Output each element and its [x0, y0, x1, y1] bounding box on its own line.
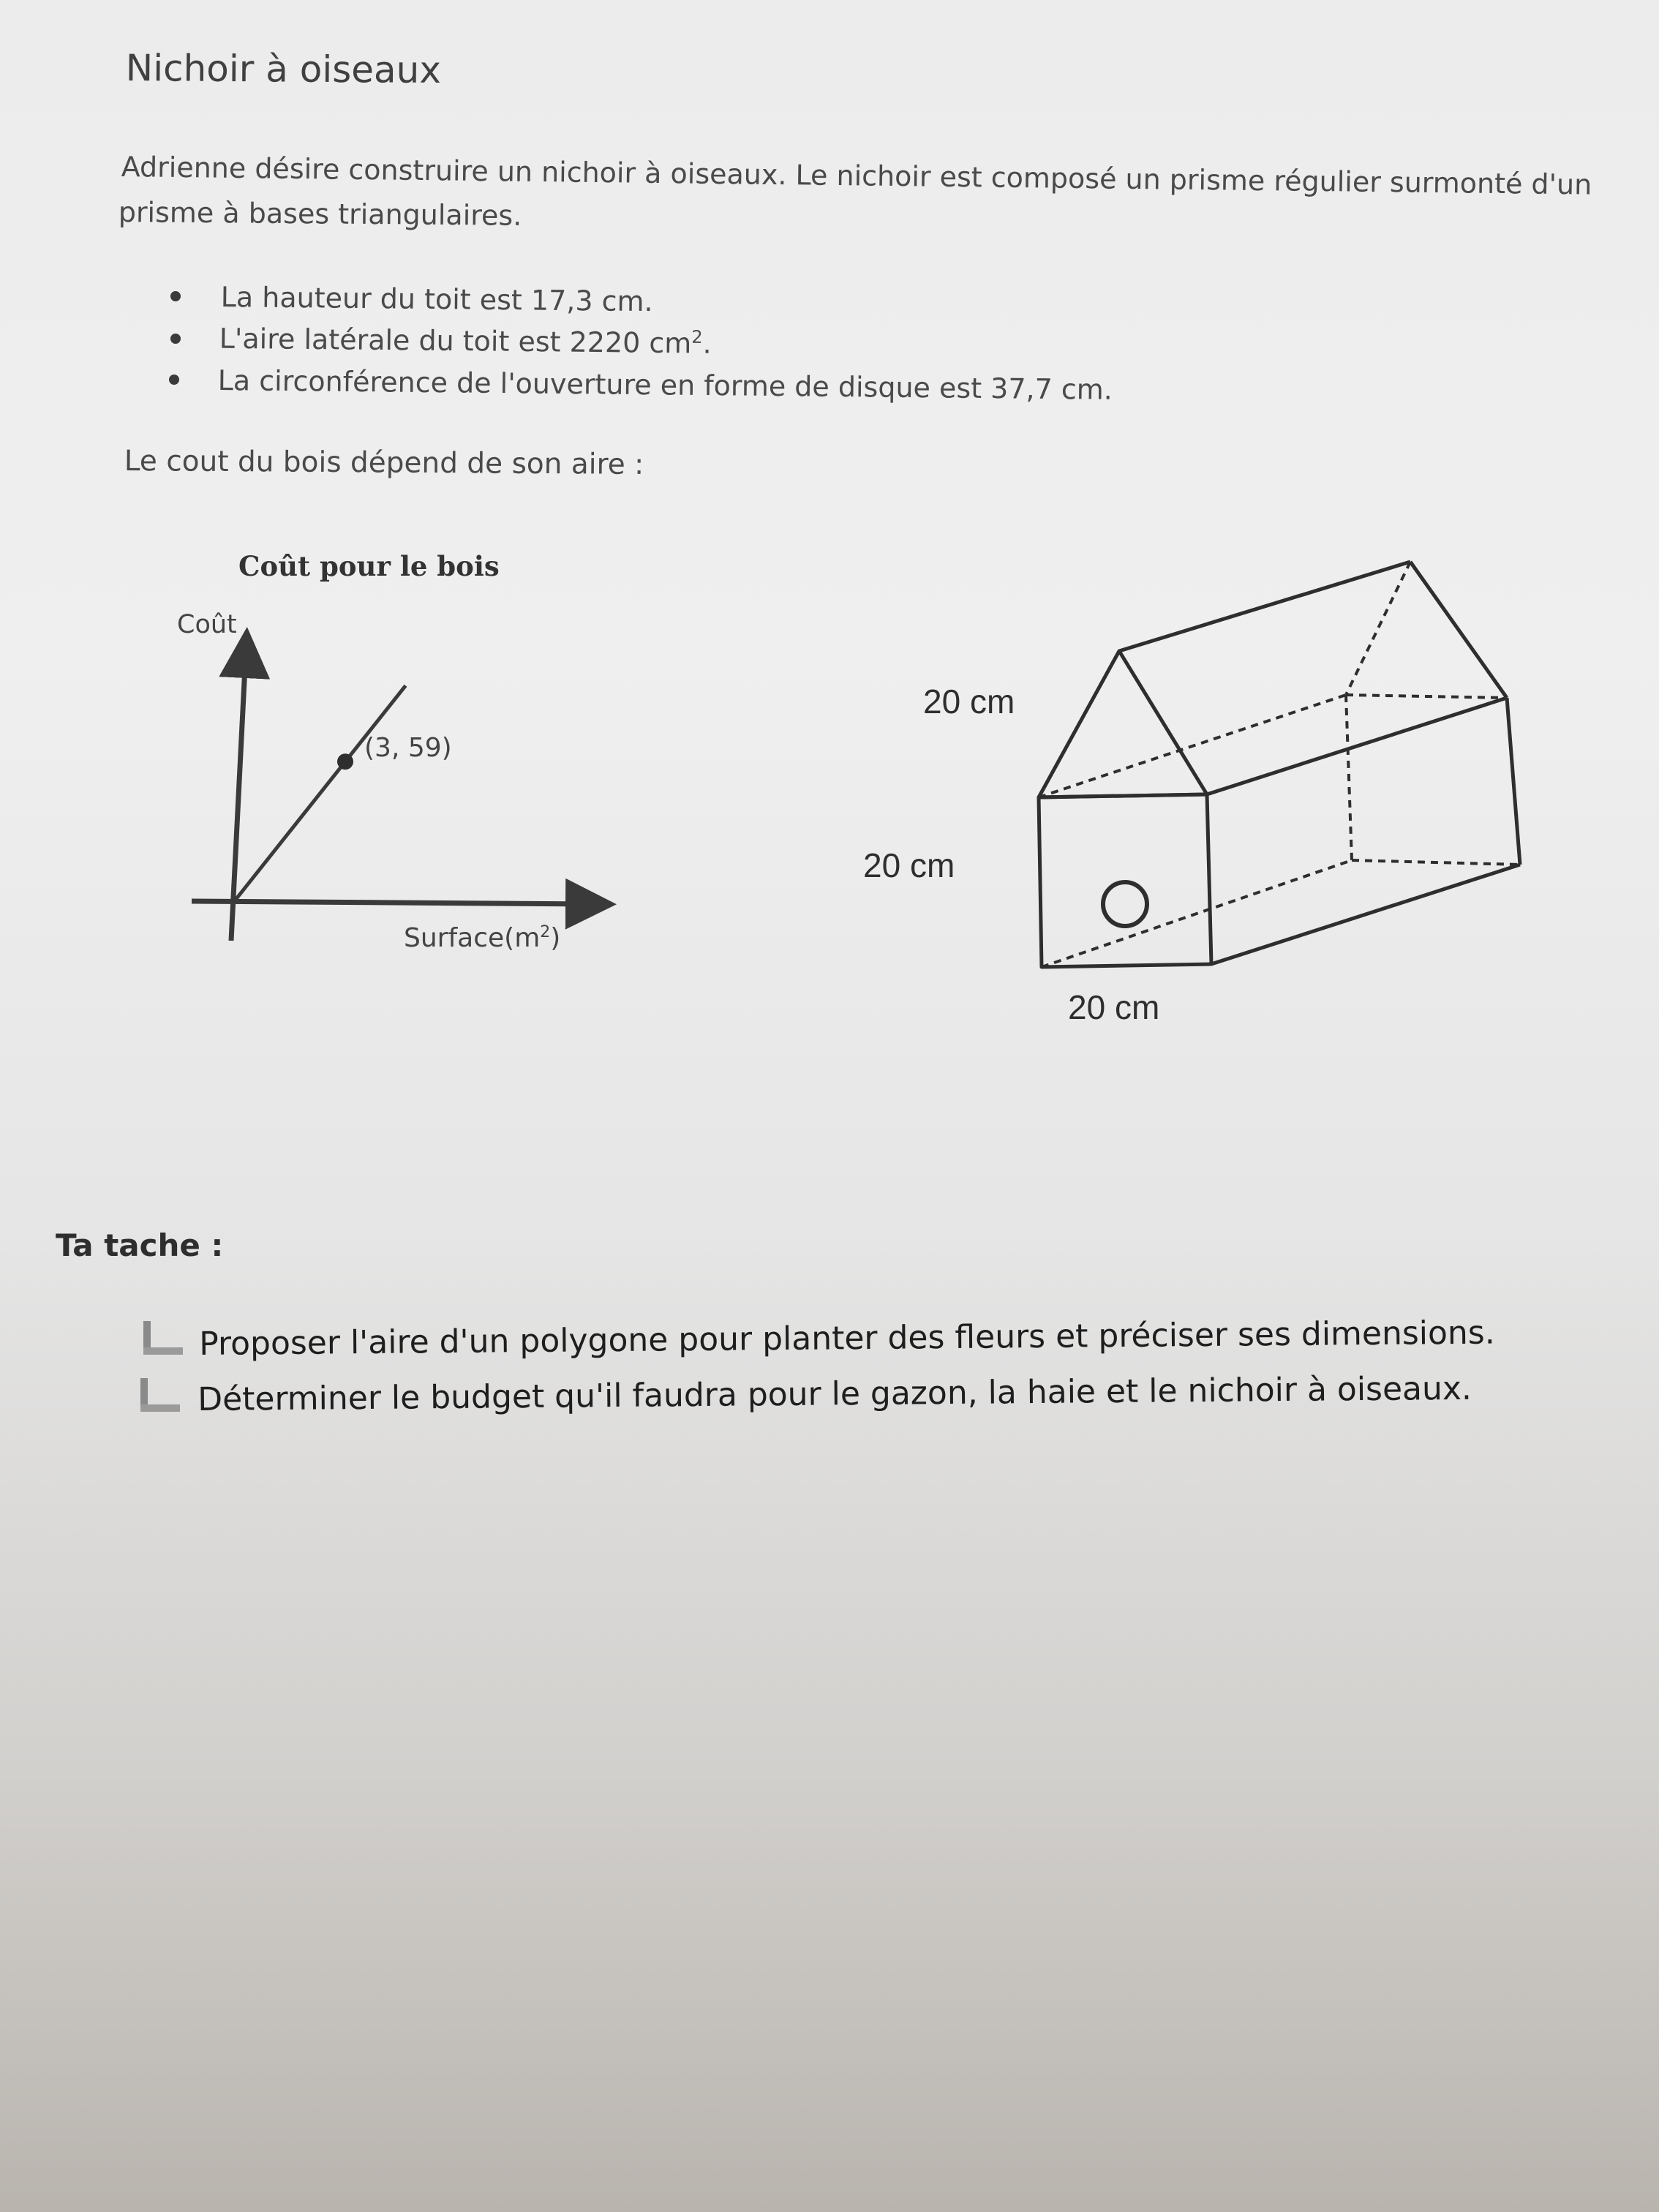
dimension-width: 20 cm — [1068, 988, 1160, 1026]
back-gable-right — [1410, 562, 1507, 698]
chart-x-axis-label-exponent: 2 — [540, 923, 551, 941]
intro-line-2: prisme à bases triangulaires. — [118, 196, 522, 232]
hidden-back-bottom — [1352, 860, 1520, 865]
chart-cost-line — [236, 685, 406, 900]
cost-chart — [0, 0, 658, 1024]
chart-x-axis-label-end: ) — [550, 923, 561, 953]
hidden-back-top — [1346, 695, 1507, 698]
task-item-2: Déterminer le budget qu'il faudra pour le gazon, la haie et le nichoir à oiseaux. — [198, 1369, 1472, 1418]
chart-point-label: (3, 59) — [364, 733, 452, 763]
task-heading: Ta tache : — [56, 1227, 224, 1263]
chart-title: Coût pour le bois — [238, 550, 500, 582]
intro-line-1: Adrienne désire construire un nichoir à oiseaux. Le nichoir est composé un prisme régulier surmonté d'un — [121, 151, 1592, 201]
hidden-back-gable-left — [1346, 562, 1410, 695]
bullet-opening-circumference: La circonférence de l'ouverture en forme de disque est 37,7 cm. — [217, 364, 1113, 406]
chart-data-point — [337, 753, 353, 770]
chart-x-axis — [192, 901, 591, 904]
front-gable — [1039, 651, 1207, 797]
base-right-edge — [1211, 865, 1520, 964]
chart-x-axis-label — [404, 923, 560, 953]
chart-x-axis-label-text: Surface(m — [404, 923, 541, 953]
entrance-hole — [1103, 882, 1147, 926]
roof-eave — [1207, 698, 1507, 794]
birdhouse-diagram — [1009, 541, 1536, 995]
pencil-icon — [138, 1375, 183, 1416]
page-title: Nichoir à oiseaux — [125, 47, 442, 92]
pencil-icon — [140, 1318, 186, 1359]
bullet-roof-area-exponent: 2 — [691, 326, 703, 347]
task-item-1: Proposer l'aire d'un polygone pour planter des fleurs et préciser ses dimensions. — [199, 1314, 1495, 1363]
chart-y-axis-label: Coût — [177, 610, 237, 639]
cost-intro: Le cout du bois dépend de son aire : — [124, 445, 644, 481]
bullet-roof-area-end: . — [702, 327, 712, 360]
dimension-height: 20 cm — [863, 846, 955, 884]
dimension-roof-side: 20 cm — [923, 682, 1015, 721]
hidden-back-vertical — [1346, 695, 1352, 860]
side-vertical-right — [1507, 698, 1520, 865]
roof-ridge — [1119, 562, 1410, 651]
hidden-base-left — [1042, 860, 1352, 967]
bullet-roof-height: La hauteur du toit est 17,3 cm. — [220, 281, 653, 318]
bullet-roof-area-text: L'aire latérale du toit est 2220 cm — [219, 322, 692, 360]
